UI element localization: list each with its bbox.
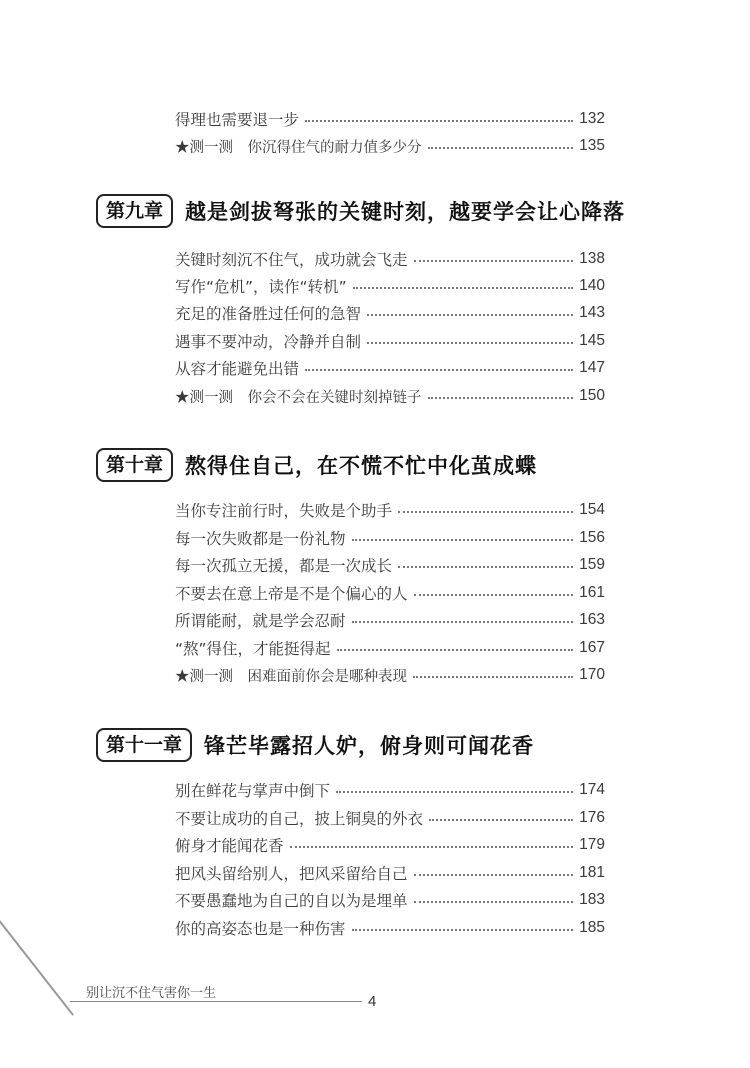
dot-leader (398, 511, 573, 513)
toc-entry-quiz[interactable] (175, 133, 605, 159)
entry-title: ★测一测 你沉得住气的耐力值多少分 (175, 139, 422, 156)
toc-entry[interactable] (175, 552, 605, 578)
entry-page: 170 (579, 666, 605, 683)
dot-leader (337, 649, 574, 651)
chapter-title: 越是剑拔弩张的关键时刻，越要学会让心降落 (185, 200, 626, 224)
toc-entry-quiz[interactable] (175, 383, 605, 409)
entry-page: 147 (579, 359, 605, 376)
entry-title: 不要愚蠢地为自己的自以为是埋单 (175, 892, 408, 910)
entry-title: 别在鲜花与掌声中倒下 (175, 782, 331, 800)
toc-entry[interactable] (175, 607, 605, 633)
dot-leader (414, 594, 574, 596)
entry-title: 得理也需要退一步 (175, 111, 300, 129)
chapter-heading[interactable] (96, 447, 537, 483)
toc-entry[interactable] (175, 777, 605, 803)
chapter-title: 锋芒毕露招人妒，俯身则可闻花香 (204, 734, 535, 758)
dot-leader (413, 676, 573, 678)
toc-entry[interactable] (175, 580, 605, 606)
entry-page: 156 (579, 529, 605, 546)
entry-title: 你的高姿态也是一种伤害 (175, 920, 346, 938)
entry-page: 150 (579, 387, 605, 404)
entry-title: 写作“危机”，读作“转机” (175, 278, 347, 296)
entry-page: 185 (579, 919, 605, 936)
chapter-label: 第十章 (96, 448, 173, 482)
dot-leader (414, 901, 574, 903)
entry-page: 154 (579, 501, 605, 518)
chapter-title: 熬得住自己，在不慌不忙中化茧成蝶 (185, 454, 538, 478)
entry-title: “熬”得住，才能挺得起 (175, 640, 331, 658)
toc-entry[interactable] (175, 887, 605, 913)
toc-entry[interactable] (175, 805, 605, 831)
chapter-heading[interactable] (96, 193, 625, 229)
entry-title: 从容才能避免出错 (175, 360, 300, 378)
toc-entry[interactable] (175, 915, 605, 941)
dot-leader (429, 819, 573, 821)
page-number: 4 (368, 993, 377, 1010)
entry-title: 每一次失败都是一份礼物 (175, 530, 346, 548)
dot-leader (352, 929, 574, 931)
entry-page: 181 (579, 864, 605, 881)
entry-page: 179 (579, 836, 605, 853)
toc-entry[interactable] (175, 328, 605, 354)
entry-title: 遇事不要冲动，冷静并自制 (175, 333, 362, 351)
entry-page: 167 (579, 639, 605, 656)
dot-leader (367, 314, 573, 316)
entry-page: 135 (579, 137, 605, 154)
entry-page: 132 (579, 110, 605, 127)
toc-entry[interactable] (175, 106, 605, 132)
dot-leader (398, 566, 573, 568)
entry-title: 充足的准备胜过任何的急智 (175, 305, 362, 323)
dot-leader (428, 147, 574, 149)
entry-page: 138 (579, 250, 605, 267)
dot-leader (353, 287, 574, 289)
entry-page: 174 (579, 781, 605, 798)
toc-entry[interactable] (175, 355, 605, 381)
entry-page: 143 (579, 304, 605, 321)
corner-divider (0, 920, 74, 1016)
entry-page: 145 (579, 332, 605, 349)
entry-page: 183 (579, 891, 605, 908)
entry-page: 159 (579, 556, 605, 573)
dot-leader (352, 621, 574, 623)
chapter-label: 第九章 (96, 194, 173, 228)
chapter-heading[interactable] (96, 727, 534, 763)
dot-leader (352, 539, 574, 541)
toc-entry[interactable] (175, 246, 605, 272)
entry-title: 把风头留给别人，把风采留给自己 (175, 865, 408, 883)
dot-leader (414, 260, 574, 262)
toc-entry[interactable] (175, 860, 605, 886)
dot-leader (305, 369, 573, 371)
running-footer-title: 别让沉不住气害你一生 (86, 986, 217, 1001)
entry-title: 每一次孤立无援，都是一次成长 (175, 557, 393, 575)
entry-page: 163 (579, 611, 605, 628)
toc-entry[interactable] (175, 832, 605, 858)
toc-entry[interactable] (175, 273, 605, 299)
toc-entry[interactable] (175, 635, 605, 661)
toc-entry-quiz[interactable] (175, 662, 605, 688)
dot-leader (290, 846, 574, 848)
entry-page: 176 (579, 809, 605, 826)
entry-title: 所谓能耐，就是学会忍耐 (175, 612, 346, 630)
dot-leader (367, 342, 573, 344)
entry-title: ★测一测 你会不会在关键时刻掉链子 (175, 389, 422, 406)
entry-page: 161 (579, 584, 605, 601)
dot-leader (336, 791, 573, 793)
dot-leader (428, 397, 574, 399)
entry-title: 关键时刻沉不住气，成功就会飞走 (175, 251, 408, 269)
chapter-label: 第十一章 (96, 728, 192, 762)
entry-title: ★测一测 困难面前你会是哪种表现 (175, 668, 407, 685)
entry-title: 俯身才能闻花香 (175, 837, 284, 855)
entry-title: 当你专注前行时，失败是个助手 (175, 502, 393, 520)
footer-rule (70, 1001, 362, 1002)
entry-title: 不要让成功的自己，披上铜臭的外衣 (175, 810, 424, 828)
toc-entry[interactable] (175, 300, 605, 326)
toc-entry[interactable] (175, 497, 605, 523)
dot-leader (414, 874, 574, 876)
entry-title: 不要去在意上帝是不是个偏心的人 (175, 585, 408, 603)
entry-page: 140 (579, 277, 605, 294)
dot-leader (305, 120, 573, 122)
toc-entry[interactable] (175, 525, 605, 551)
